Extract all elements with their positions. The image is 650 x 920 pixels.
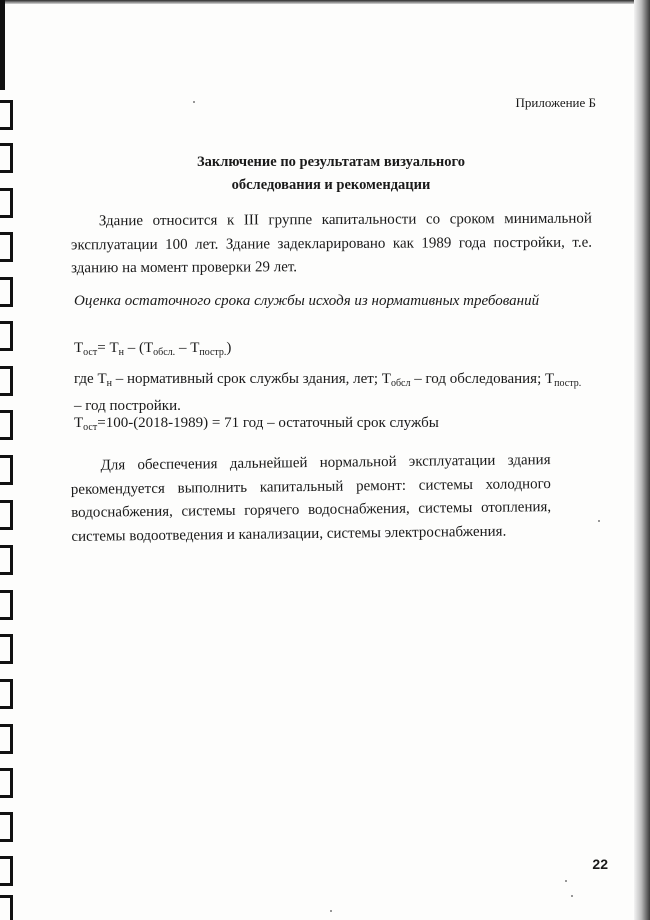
title-line-2: обследования и рекомендации bbox=[231, 177, 431, 193]
binding-ring bbox=[0, 768, 13, 798]
intro-paragraph: Здание относится к III группе капитальности со сроком минимальной эксплуатации 100 лет. Здание задекларировано как 1989 года постройки, т.е. зданию на момент проверки 29 лет. bbox=[70, 210, 593, 277]
binding-ring bbox=[0, 455, 13, 485]
document-title bbox=[0, 151, 650, 197]
scan-speck bbox=[571, 895, 573, 897]
formula-legend: где $Т_н$ – нормативный срок службы здания, лет; $Т_{обсл}$ – год обследования; $Т_{постр.}$ – год постройки. bbox=[74, 371, 582, 414]
binding-ring bbox=[0, 856, 13, 886]
binding-ring bbox=[0, 500, 13, 530]
binding-ring bbox=[0, 321, 13, 351]
binding-ring bbox=[0, 100, 13, 130]
scan-speck bbox=[330, 910, 332, 912]
binding-ring bbox=[0, 895, 13, 920]
binding-ring bbox=[0, 232, 13, 262]
recommendation-paragraph: Для обеспечения дальнейшей нормальной эксплуатации здания рекомендуется выполнить капитальный ремонт: системы холодного водоснабжения, системы горячего водоснабжения, системы отопления, системы водоотведения и канализации, системы электроснабжения. bbox=[70, 452, 552, 545]
appendix-label: Приложение Б bbox=[515, 95, 596, 110]
binding-ring bbox=[0, 277, 13, 307]
binding-ring bbox=[0, 410, 13, 440]
scan-speck bbox=[193, 101, 195, 103]
section-heading: Оценка остаточного срока службы исходя из нормативных требований bbox=[74, 293, 540, 309]
scan-speck bbox=[565, 880, 567, 882]
binding-ring bbox=[0, 545, 13, 575]
scan-edge-right bbox=[634, 0, 650, 920]
binding-ring bbox=[0, 634, 13, 664]
binding-ring bbox=[0, 724, 13, 754]
binding-ring bbox=[0, 679, 13, 709]
binding-ring bbox=[0, 366, 13, 396]
binding-ring bbox=[0, 812, 13, 842]
page-number: 22 bbox=[592, 856, 608, 872]
binding-strip bbox=[0, 0, 5, 90]
title-line-1: Заключение по результатам визуального bbox=[197, 154, 465, 170]
scan-edge-top bbox=[0, 0, 650, 4]
residual-life-calculation: $Т_{ост}=100-(2018-1989) = 71$ год – остаточный срок службы bbox=[74, 415, 439, 433]
residual-life-formula: $Т_{ост}= Т_н - (Т_{обсл.} - Т_{постр.})$ bbox=[74, 340, 232, 358]
binding-ring bbox=[0, 590, 13, 620]
binding-rings bbox=[0, 0, 22, 920]
scan-speck bbox=[598, 520, 600, 522]
